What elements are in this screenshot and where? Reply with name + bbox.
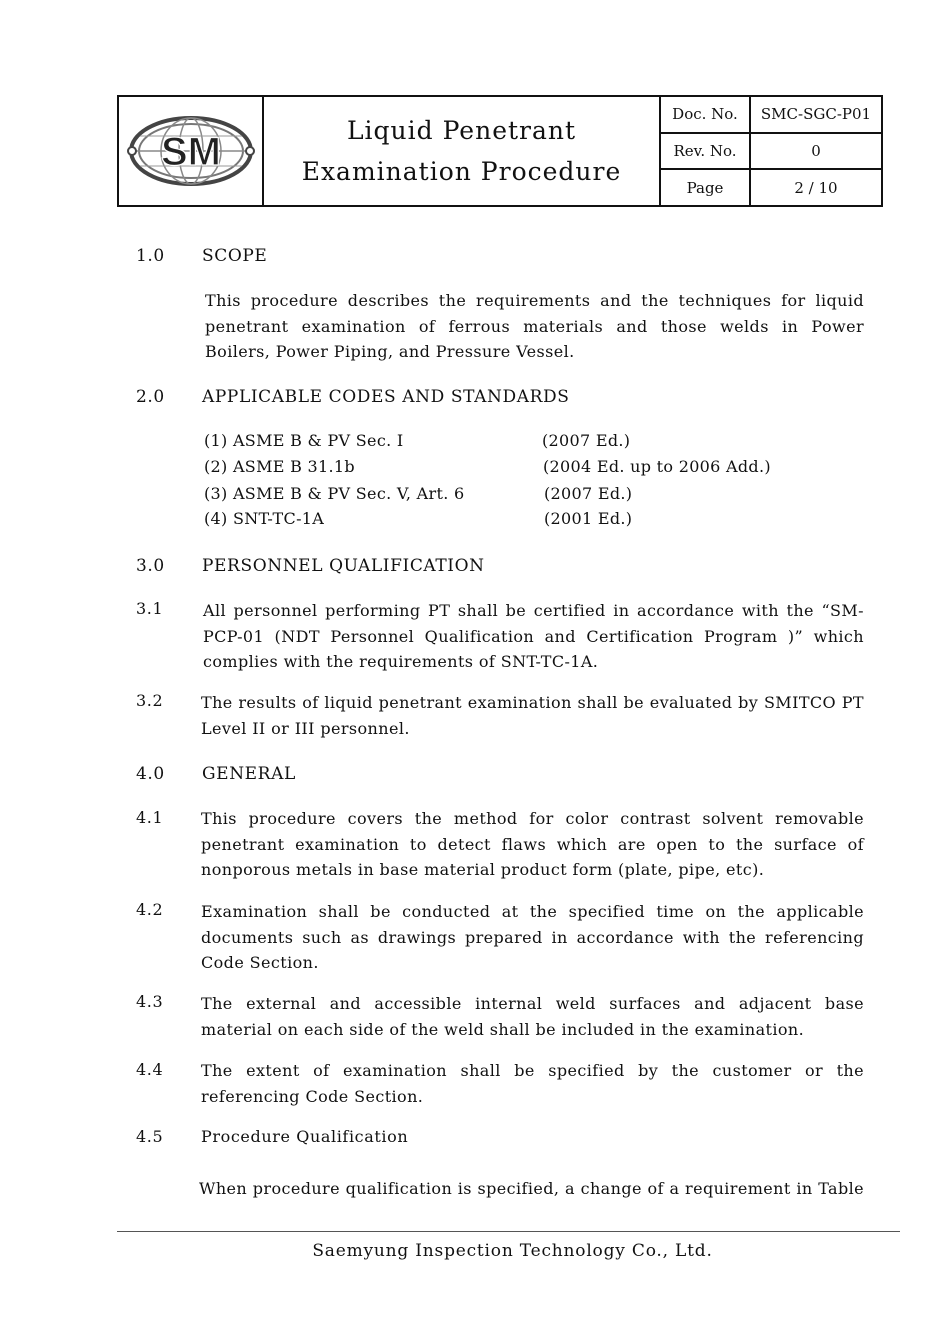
clause-number: 4.3 [136,992,164,1011]
doc-no-label: Doc. No. [661,97,751,132]
rev-no-value: 0 [811,142,821,160]
paragraph: The external and accessible internal weld surfaces and adjacent base material on each side of the weld shall be included in the examination. [201,994,864,1039]
paragraph: The results of liquid penetrant examination shall be evaluated by SMITCO PT Level II or III personnel. [201,693,864,738]
logo-text: SM [160,130,221,174]
section-title: SCOPE [202,246,268,266]
paragraph: This procedure describes the requirements and the techniques for liquid penetrant examination of ferrous materials and those welds in Power Boilers, Power Piping, and Pressure Vessel. [205,291,864,361]
paragraph: When procedure qualification is specified, a change of a requirement in Table [199,1179,864,1198]
section-number: 4.0 [136,764,165,784]
footer-divider [117,1231,900,1232]
clause-title: Procedure Qualification [201,1127,409,1146]
paragraph: Examination shall be conducted at the specified time on the applicable documents such as drawings prepared in accordance with the referencing Code Section. [201,902,864,972]
page-row [661,170,881,205]
clause-number: 4.5 [136,1127,164,1146]
standard-name: (1) ASME B & PV Sec. I [204,431,404,450]
paragraph: This procedure covers the method for color contrast solvent removable penetrant examination to detect flaws which are open to the surface of nonporous metals in base material product form (plate, pipe, etc). [201,809,864,879]
paragraph: All personnel performing PT shall be certified in accordance with the “SM-PCP-01 (NDT Personnel Qualification and Certification Program )” which complies with the requirements of SNT-TC-1A. [203,601,864,671]
standard-edition: (2004 Ed. up to 2006 Add.) [543,457,771,476]
document-title [264,97,661,205]
page-value: 2 / 10 [794,178,838,197]
standard-edition: (2007 Ed.) [542,431,631,450]
rev-no-row [661,134,881,171]
rev-no-label: Rev. No. [661,134,751,169]
section-title: APPLICABLE CODES AND STANDARDS [202,387,570,407]
clause-number: 4.2 [136,900,164,919]
standard-name: (3) ASME B & PV Sec. V, Art. 6 [204,484,465,503]
title-line-2: Examination Procedure [301,157,622,186]
page-label: Page [661,170,751,205]
document-meta-table [661,97,881,205]
clause-number: 4.1 [136,808,164,827]
section-title: PERSONNEL QUALIFICATION [202,556,485,576]
section-number: 3.0 [136,556,165,576]
standard-edition: (2001 Ed.) [544,509,633,528]
clause-number: 3.2 [136,691,164,710]
company-logo [119,97,264,205]
clause-number: 4.4 [136,1060,164,1079]
section-number: 1.0 [136,246,165,266]
section-title: GENERAL [202,764,296,784]
standard-name: (2) ASME B 31.1b [204,457,355,476]
section-number: 2.0 [136,387,165,407]
standard-edition: (2007 Ed.) [544,484,633,503]
doc-no-row [661,97,881,134]
globe-logo-icon [126,112,256,190]
paragraph: The extent of examination shall be specified by the customer or the referencing Code Section. [201,1061,864,1106]
footer-company: Saemyung Inspection Technology Co., Ltd. [312,1241,713,1261]
clause-number: 3.1 [136,599,164,618]
standard-name: (4) SNT-TC-1A [204,509,325,528]
doc-no-value: SMC-SGC-P01 [760,105,872,124]
title-line-1: Liquid Penetrant [346,116,577,145]
document-header [117,95,883,207]
